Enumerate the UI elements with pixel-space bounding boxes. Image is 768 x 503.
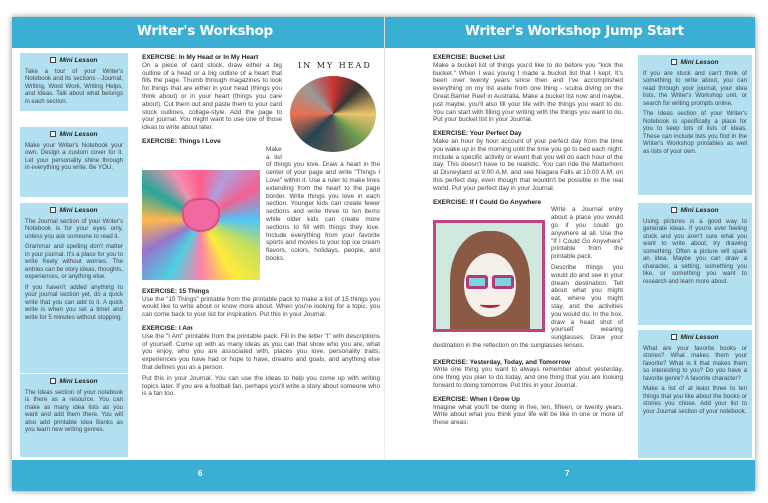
mini-lesson-box	[20, 203, 128, 373]
sunglasses-self-portrait-image	[433, 220, 545, 332]
exercise-15-things	[142, 288, 380, 319]
book-spread	[12, 17, 755, 491]
exercise-things-i-love	[142, 138, 380, 282]
mini-lesson-text: Grammar and spelling don't matter in your journal. It's a place for you to write freely without worries. The entries can be story ideas, thoughts, experiences, or anything else.	[25, 243, 123, 280]
exercise-perfect-day	[433, 130, 623, 192]
checkbox-icon[interactable]	[50, 57, 56, 63]
mini-lesson-heading: Mini Lesson	[25, 57, 123, 65]
exercise-title: EXERCISE: Bucket List	[433, 54, 505, 61]
exercise-title: EXERCISE: When I Grow Up	[433, 395, 521, 403]
mini-lesson-text: Make a list of at least three to ten things that you like about the books or stories you chose. Add your list to your Journal section of your notebook.	[643, 385, 747, 415]
mini-lesson-text: The Journal section of your Writer's Notebook is for your eyes only, unless you ask someone to read it.	[25, 217, 123, 240]
mini-lesson-heading: Mini Lesson	[643, 207, 747, 215]
mini-lesson-text: Make your Writer's Notebook your own. Design a custom cover for it. Let your personality shine through in everything you write. Be YOU.	[25, 141, 123, 171]
mini-lesson-heading: Mini Lesson	[25, 378, 123, 386]
exercise-text: Put this in your Journal. You can use the ideas to help you come up with writing topics later. If you are a football fan, perhaps you'll write a story about someone who is a fan too.	[142, 374, 380, 398]
checkbox-icon[interactable]	[671, 334, 677, 340]
checkbox-icon[interactable]	[50, 131, 56, 137]
mini-lesson-box	[638, 330, 752, 458]
checkbox-icon[interactable]	[671, 207, 677, 213]
mini-lesson-box	[20, 374, 128, 457]
right-page-title: Writer's Workshop Jump Start	[465, 23, 684, 39]
exercise-title: EXERCISE: Things I Love	[142, 137, 221, 145]
mini-lesson-text: The Ideas section of your Writer's Notebook is specifically a place for you to keep lots of lists of ideas. These can include lists you find in the Writer's Workshop printables as well as lists of your own.	[643, 110, 747, 155]
exercise-text: Make a bucket list of things you'd like to do before you "kick the bucket." When I was young I made a bucket list that I kept. It's been over twenty years since then and I've accomplished everything on my list aside from one thing - scuba diving on the Great Barrier Reef in Australia. Make a bucket list now and maybe, just maybe, you'll also fill your life with the things you want to do. You can start with filling your writing with the things you want to do. Put your bucket list in your Journal.	[433, 61, 623, 124]
mini-lesson-box	[20, 53, 128, 111]
exercise-when-i-grow-up	[433, 396, 623, 427]
mini-lesson-box	[638, 55, 752, 195]
mini-lesson-heading: Mini Lesson	[643, 334, 747, 342]
exercise-in-my-head	[142, 54, 380, 132]
exercise-i-am	[142, 325, 380, 398]
exercise-title: EXERCISE: In My Head or In My Heart	[142, 54, 259, 61]
mini-lesson-text: If you are stuck and can't think of something to write about, you can read through your journal, your idea lists, the Writer's Workshop unit, or search for writing prompts online.	[643, 69, 747, 107]
mini-lesson-text: Take a tour of your Writer's Notebook and its sections - Journal, Writing, Word Work, Writing Helps, and Ideas. Talk about what belongs in each section.	[25, 67, 123, 105]
left-page-number: 6	[198, 469, 203, 478]
exercise-text: Describe things you would do and see in your dream destination. Tell about what you might eat, where you might stay, and the activities you would do. In the box, draw a head shot of yourself wearing sunglasses. Draw your destination in the reflection on the sunglasses lenses.	[433, 263, 623, 349]
exercise-go-anywhere	[433, 199, 623, 353]
mini-lesson-text: If you haven't added anything to your journal section yet, do a quick write that you can add to it. A quick write is when you set a timer and write for 5 minutes without stopping.	[25, 283, 123, 321]
exercise-text: Use the "I Am" printable from the printable pack. Fill in the letter "I" with descriptions of yourself. Come up with as many ideas as you can that show who you are, what you enjoy, who you are associated with, places you love, personality traits, experiences you have had or hope to have, dreams and goals, and anything else that defines you as a person.	[142, 332, 380, 371]
exercise-title: EXERCISE: If I Could Go Anywhere	[433, 198, 542, 206]
exercise-title: EXERCISE: I Am	[142, 324, 193, 332]
exercise-text: Imagine what you'll be doing in five, ten, fifteen, or twenty years. Write about what you think your life will be like in one or more of these areas:	[433, 403, 623, 427]
exercise-text: Write one thing you want to always remember about yesterday, one thing you plan to do today, and one thing that you are looking forward to doing tomorrow. Put this in your Journal.	[433, 366, 623, 390]
exercise-text: Make a list of things you love. Draw a heart in the center of your page and write "Things I Love" within it. Use a ruler to make lines extending from the heart to the page border. Write things you love in each section. Younger kids can create fewer sections and write three to ten items while older kids can create more sections to fill with things they love. Include everything from your favorite sports and movies to your top ice cream flavors, colors, holidays, people, and books.	[142, 146, 380, 263]
left-page-title: Writer's Workshop	[137, 23, 273, 39]
exercise-text: On a piece of card stock, draw either a big outline of a head or a big outline of a heart that fills the page. Thumb through magazines to look for things that are either in your head (things you think about) or in your heart (things you care about). Cut them out and paste them to your card stock outlines, collage-style. Add the page to your journal. You might want to use one of those ideas to write about later.	[142, 61, 282, 132]
left-main-column	[142, 54, 380, 404]
checkbox-icon[interactable]	[50, 378, 56, 384]
gutter	[384, 17, 385, 491]
exercise-title: EXERCISE: Yesterday, Today, and Tomorrow	[433, 358, 571, 366]
exercise-text: Use the "15 Things" printable from the printable pack to make a list of 15 things you would like to write about or know more about. When you're looking for a topic, you can come back to your list for inspiration. Put this in your Journal.	[142, 295, 380, 319]
exercise-bucket-list	[433, 54, 623, 124]
right-page-number: 7	[565, 469, 570, 478]
mini-lesson-box	[638, 203, 752, 325]
mini-lesson-text: Using pictures is a good way to generate ideas. If you're ever feeling stuck and you aren't sure what you want to write about, try drawing something. Often a picture will spark an idea. Maybe you can draw a character, a setting, something you like, or something you want to research and learn more about.	[643, 217, 747, 285]
exercise-title: EXERCISE: 15 Things	[142, 287, 210, 295]
mini-lesson-text: The Ideas section of your notebook is there as a resource. You can make as many idea lists as you want and add them there. You will also add printable Idea Banks as you learn new writing genres.	[25, 388, 123, 433]
mini-lesson-heading: Mini Lesson	[25, 207, 123, 215]
exercise-title: EXERCISE: Your Perfect Day	[433, 130, 522, 138]
image-label: IN MY HEAD	[298, 60, 372, 70]
in-my-head-collage-image	[288, 62, 380, 154]
mini-lesson-heading: Mini Lesson	[643, 59, 747, 67]
mini-lesson-heading: Mini Lesson	[25, 131, 123, 139]
exercise-text: Make an hour by hour account of your perfect day from the time you wake up in the morning until the time you go to bed each night. Include a specific activity or event that you will do each hour of the day. This doesn't have to be realistic. You can ride the Matterhorn at Disneyland at 9:00 A.M. and see Niagara Falls at 10:00 A.M. on this perfect day, even though that wouldn't be possible in the real world. Put your perfect day in your Journal.	[433, 137, 623, 192]
mini-lesson-box	[20, 127, 128, 197]
mini-lesson-text: What are your favorite books or stories? What makes them your favorite? What is it that makes them so interesting to you? Do you have a favorite genre? A favorite character?	[643, 344, 747, 382]
things-i-love-heart-image	[142, 170, 260, 280]
checkbox-icon[interactable]	[50, 207, 56, 213]
checkbox-icon[interactable]	[671, 59, 677, 65]
right-main-column	[433, 54, 623, 433]
exercise-text: Write a Journal entry about a place you would go if you could go anywhere at all. Use the "If I Could Go Anywhere" printable from the printable pack.	[433, 206, 623, 261]
footer-band	[12, 460, 755, 491]
exercise-yesterday-today-tomorrow	[433, 359, 623, 390]
